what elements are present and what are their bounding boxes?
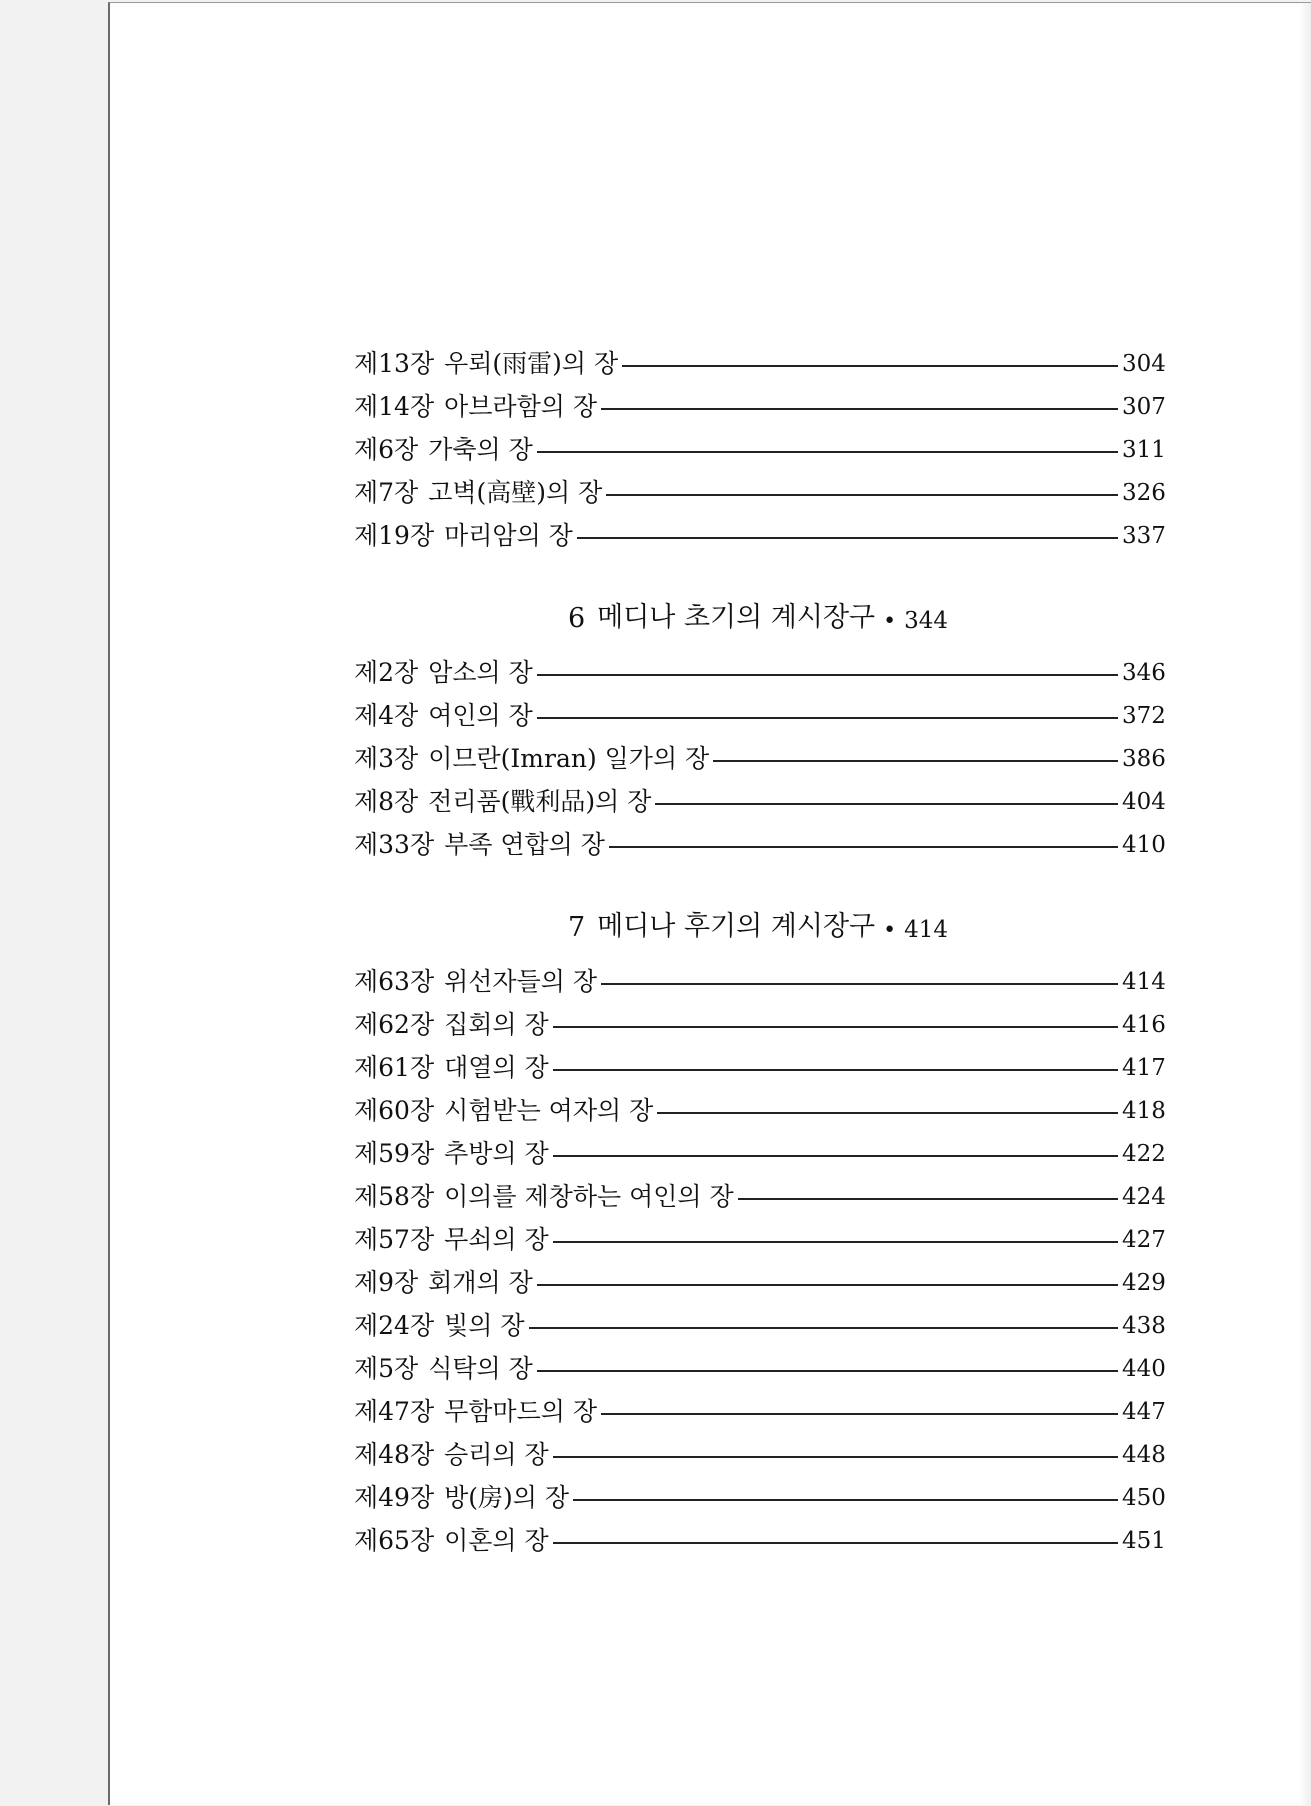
toc-entry (354, 1166, 1166, 1211)
toc-entry (354, 814, 1166, 859)
toc-entry (354, 1381, 1166, 1426)
toc-entry (354, 1080, 1166, 1125)
section-separator: • (883, 609, 897, 634)
page-number: 326 (1122, 480, 1166, 506)
chapter-number: 제47장 (354, 1397, 435, 1426)
chapter-title: 승리의 장 (444, 1440, 549, 1469)
chapter-number: 제13장 (354, 349, 435, 378)
chapter-number: 제14장 (354, 392, 435, 421)
toc-entry (354, 1510, 1166, 1555)
toc-entry (354, 642, 1166, 687)
chapter-title: 고벽(高壁)의 장 (428, 478, 603, 507)
chapter-title: 대열의 장 (444, 1053, 549, 1082)
page-number: 438 (1122, 1313, 1166, 1339)
chapter-number: 제9장 (354, 1268, 419, 1297)
section-number: 6 (567, 603, 586, 634)
chapter-title: 회개의 장 (428, 1268, 533, 1297)
chapter-number: 제6장 (354, 435, 419, 464)
chapter-title: 식탁의 장 (428, 1354, 533, 1383)
page-number: 422 (1122, 1141, 1166, 1167)
toc-entry (354, 505, 1166, 550)
leader-line (577, 537, 1118, 539)
leader-line (529, 1327, 1118, 1329)
page-number: 417 (1122, 1055, 1166, 1081)
chapter-title: 마리암의 장 (444, 521, 573, 550)
page-number: 346 (1122, 660, 1166, 686)
leader-line (537, 1370, 1118, 1372)
chapter-title: 이므란(Imran) 일가의 장 (428, 744, 710, 773)
chapter-title: 암소의 장 (428, 658, 533, 687)
toc-entry (354, 951, 1166, 996)
chapter-title: 추방의 장 (444, 1139, 549, 1168)
page-number: 372 (1122, 703, 1166, 729)
chapter-number: 제58장 (354, 1182, 435, 1211)
chapter-title: 이의를 제창하는 여인의 장 (444, 1182, 734, 1211)
leader-line (553, 1155, 1118, 1157)
chapter-number: 제4장 (354, 701, 419, 730)
section-page: 344 (904, 608, 949, 634)
chapter-title: 빛의 장 (444, 1311, 525, 1340)
chapter-number: 제60장 (354, 1096, 435, 1125)
leader-line (537, 451, 1118, 453)
toc-entry (354, 333, 1166, 378)
leader-line (606, 494, 1118, 496)
page-number: 416 (1122, 1012, 1166, 1038)
section-title: 메디나 초기의 계시장구 (597, 602, 876, 633)
toc-entry (354, 1424, 1166, 1469)
page-number: 450 (1122, 1485, 1166, 1511)
toc-entry (354, 376, 1166, 421)
chapter-number: 제61장 (354, 1053, 435, 1082)
chapter-title: 우뢰(雨雷)의 장 (444, 349, 619, 378)
leader-line (713, 760, 1118, 762)
toc-entry (354, 1295, 1166, 1340)
chapter-number: 제59장 (354, 1139, 435, 1168)
chapter-title: 여인의 장 (428, 701, 533, 730)
leader-line (573, 1499, 1118, 1501)
chapter-title: 아브라함의 장 (444, 392, 597, 421)
chapter-number: 제65장 (354, 1526, 435, 1555)
toc-entry (354, 994, 1166, 1039)
page-number: 451 (1122, 1528, 1166, 1554)
chapter-title: 무함마드의 장 (444, 1397, 597, 1426)
page-number: 414 (1122, 969, 1166, 995)
chapter-number: 제33장 (354, 830, 435, 859)
chapter-title: 가축의 장 (428, 435, 533, 464)
page-number: 410 (1122, 832, 1166, 858)
chapter-title: 부족 연합의 장 (444, 830, 605, 859)
toc-entry (354, 419, 1166, 464)
page-number: 304 (1122, 351, 1166, 377)
leader-line (553, 1456, 1118, 1458)
page-number: 404 (1122, 789, 1166, 815)
page-number: 418 (1122, 1098, 1166, 1124)
chapter-title: 위선자들의 장 (444, 967, 597, 996)
chapter-number: 제57장 (354, 1225, 435, 1254)
chapter-number: 제19장 (354, 521, 435, 550)
chapter-number: 제3장 (354, 744, 419, 773)
toc-entry (354, 1467, 1166, 1512)
leader-line (738, 1198, 1118, 1200)
toc-entry (354, 1252, 1166, 1297)
chapter-title: 방(房)의 장 (444, 1483, 570, 1512)
chapter-title: 이혼의 장 (444, 1526, 549, 1555)
toc-group (354, 333, 1166, 550)
section-separator: • (883, 918, 897, 943)
toc-entry (354, 462, 1166, 507)
chapter-number: 제7장 (354, 478, 419, 507)
chapter-number: 제49장 (354, 1483, 435, 1512)
page-number: 424 (1122, 1184, 1166, 1210)
leader-line (655, 803, 1118, 805)
chapter-number: 제8장 (354, 787, 419, 816)
leader-line (537, 1284, 1118, 1286)
leader-line (601, 1413, 1118, 1415)
chapter-number: 제62장 (354, 1010, 435, 1039)
chapter-title: 전리품(戰利品)의 장 (428, 787, 652, 816)
page-number: 307 (1122, 394, 1166, 420)
page-number: 337 (1122, 523, 1166, 549)
leader-line (622, 365, 1118, 367)
toc-entry (354, 1338, 1166, 1383)
leader-line (657, 1112, 1118, 1114)
toc-entry (354, 1123, 1166, 1168)
section-page: 414 (904, 917, 949, 943)
page-edge (1299, 3, 1311, 1805)
chapter-number: 제48장 (354, 1440, 435, 1469)
toc-entry (354, 728, 1166, 773)
toc-entry (354, 771, 1166, 816)
table-of-contents (354, 333, 1166, 1555)
chapter-title: 무쇠의 장 (444, 1225, 549, 1254)
leader-line (553, 1069, 1118, 1071)
chapter-title: 집회의 장 (444, 1010, 549, 1039)
chapter-number: 제63장 (354, 967, 435, 996)
toc-group (354, 951, 1166, 1555)
leader-line (601, 408, 1118, 410)
toc-entry (354, 685, 1166, 730)
leader-line (601, 983, 1118, 985)
page-number: 386 (1122, 746, 1166, 772)
leader-line (553, 1241, 1118, 1243)
section-number: 7 (567, 912, 586, 943)
toc-group (354, 642, 1166, 859)
toc-entry (354, 1037, 1166, 1082)
page-number: 447 (1122, 1399, 1166, 1425)
leader-line (537, 674, 1118, 676)
page-number: 427 (1122, 1227, 1166, 1253)
chapter-number: 제2장 (354, 658, 419, 687)
section-heading (354, 887, 1162, 943)
chapter-title: 시험받는 여자의 장 (444, 1096, 654, 1125)
page-number: 448 (1122, 1442, 1166, 1468)
leader-line (553, 1542, 1118, 1544)
document-page (108, 2, 1311, 1805)
section-title: 메디나 후기의 계시장구 (597, 911, 876, 942)
leader-line (609, 846, 1118, 848)
page-number: 429 (1122, 1270, 1166, 1296)
section-heading (354, 578, 1162, 634)
page-number: 311 (1122, 437, 1166, 463)
page-number: 440 (1122, 1356, 1166, 1382)
leader-line (537, 717, 1118, 719)
chapter-number: 제5장 (354, 1354, 419, 1383)
toc-entry (354, 1209, 1166, 1254)
chapter-number: 제24장 (354, 1311, 435, 1340)
leader-line (553, 1026, 1118, 1028)
